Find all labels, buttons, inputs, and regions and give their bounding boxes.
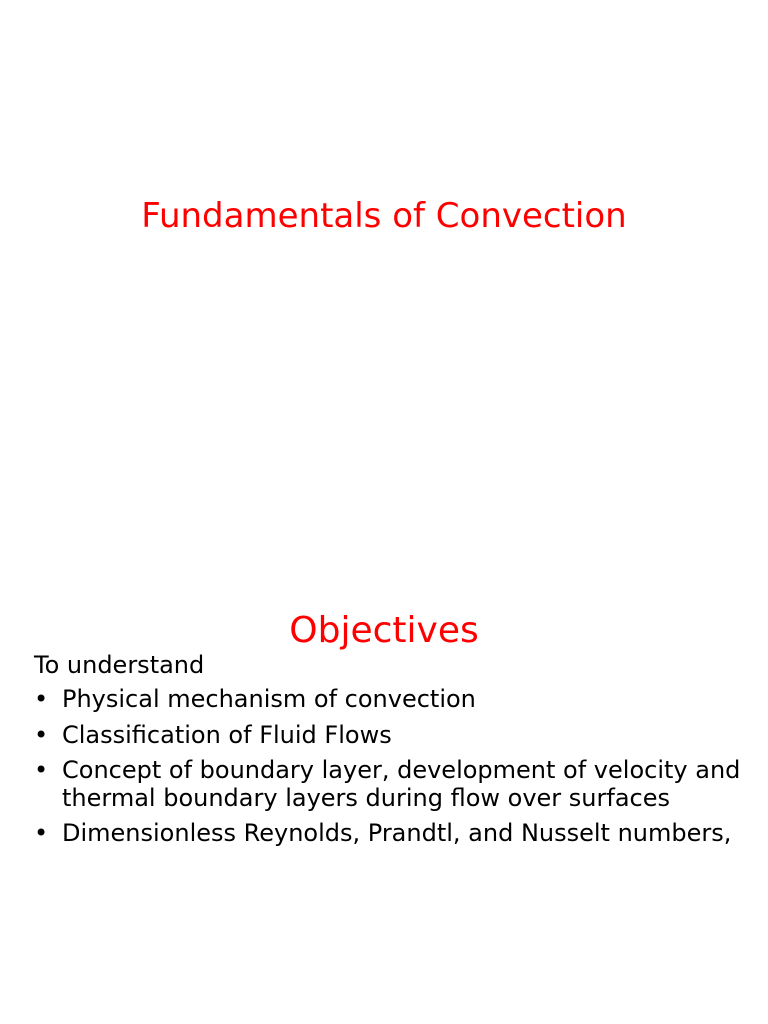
objective-text: Dimensionless Reynolds, Prandtl, and Nusselt numbers, — [62, 819, 732, 847]
objective-text: Classification of Fluid Flows — [62, 721, 392, 749]
bullet-dot-icon: • — [34, 685, 49, 713]
objectives-intro: To understand — [34, 651, 205, 679]
bullet-dot-icon: • — [34, 819, 49, 847]
objective-text: Physical mechanism of convection — [62, 685, 476, 713]
slide-title: Fundamentals of Convection — [141, 196, 627, 236]
bullet-dot-icon: • — [34, 756, 49, 784]
bullet-dot-icon: • — [34, 721, 49, 749]
objective-text-continued: thermal boundary layers during flow over surfaces — [62, 784, 671, 812]
objectives-heading: Objectives — [289, 610, 479, 651]
objective-text: Concept of boundary layer, development of velocity and — [62, 756, 741, 784]
